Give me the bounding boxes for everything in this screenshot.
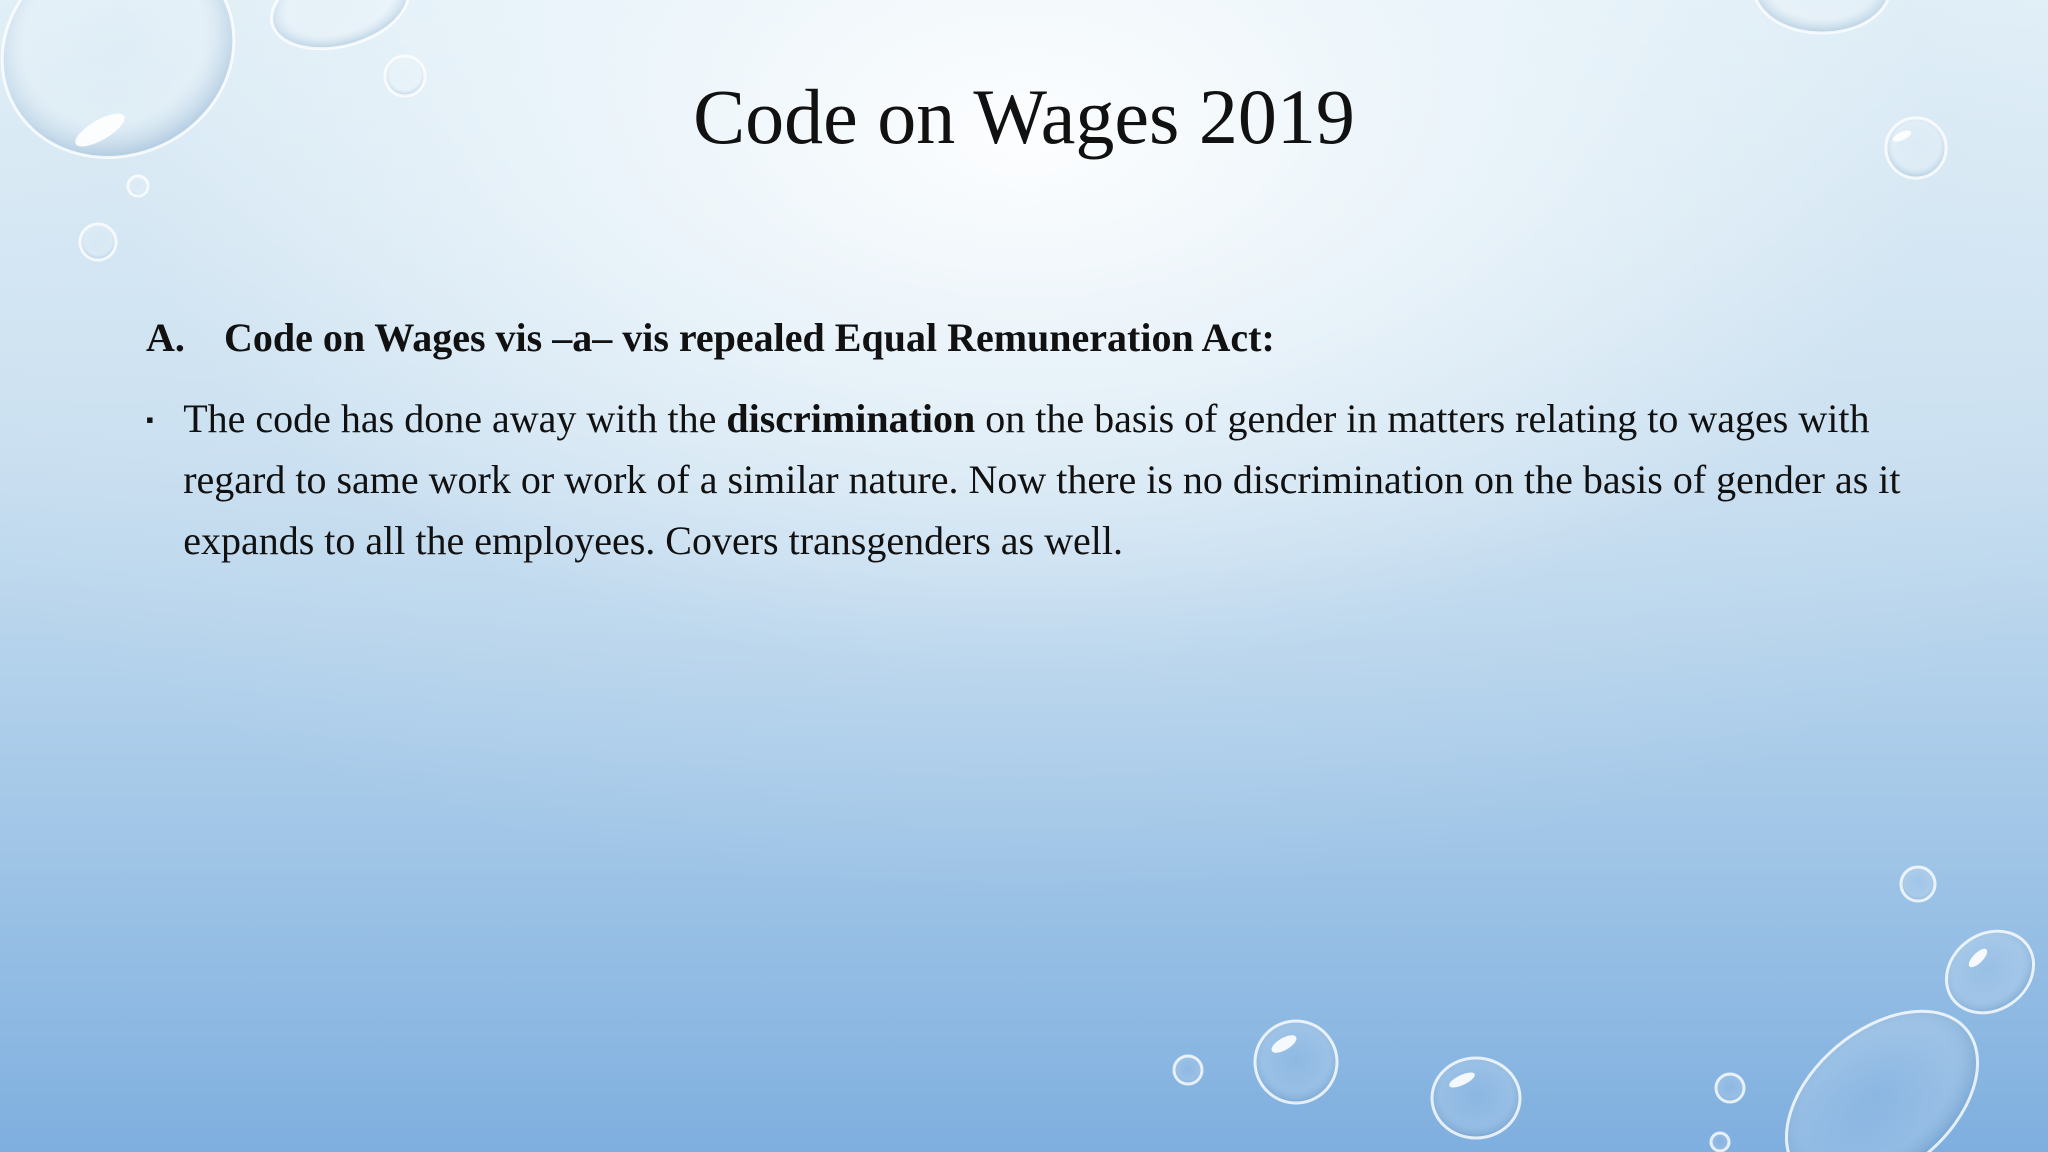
water-drop	[1901, 867, 1935, 901]
section-heading-text: Code on Wages vis –a– vis repealed Equal Remuneration Act:	[224, 315, 1275, 360]
water-drop	[1255, 1021, 1337, 1103]
bullet-text-start: The code has done away with the	[183, 396, 727, 441]
water-drop	[1931, 914, 2048, 1029]
water-drop	[1754, 0, 1890, 33]
water-drop	[80, 224, 116, 260]
slide-title: Code on Wages 2019	[693, 73, 1355, 160]
bullet-text-bold: discrimination	[726, 396, 976, 441]
water-drop	[1174, 1056, 1202, 1084]
section-heading	[146, 312, 1906, 364]
slide-content	[146, 312, 1906, 571]
water-drop	[1716, 1074, 1744, 1102]
bullet-text-end: on the basis of gender in matters relating to wages with regard to same work or work of a similar nature. Now there is no discrimination on the basis of gender as it expands to all the employees. Covers transgenders as well.	[183, 396, 1901, 563]
bullet-item	[146, 388, 1906, 571]
water-drop	[262, 0, 418, 63]
section-letter: A.	[146, 315, 185, 360]
square-bullet-icon: ▪	[146, 407, 154, 432]
bullet-text	[183, 388, 1906, 571]
water-drop	[1711, 1133, 1729, 1151]
water-drop	[128, 176, 148, 196]
water-drop	[1432, 1058, 1520, 1138]
